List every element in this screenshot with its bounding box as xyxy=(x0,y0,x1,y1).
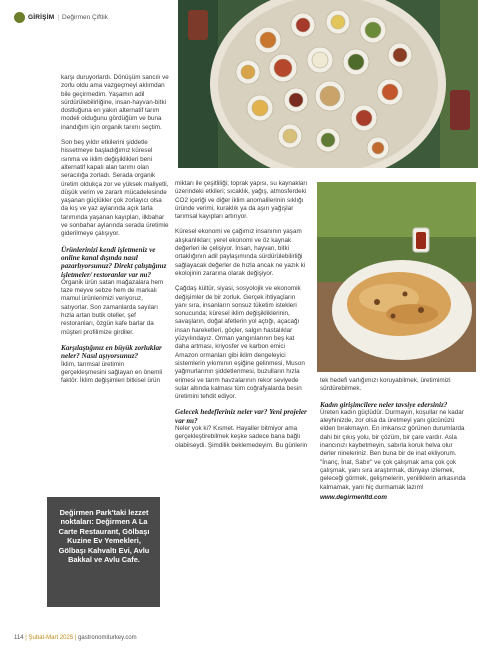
footer-separator: | xyxy=(74,635,77,641)
paragraph: Küresel ekonomi ve çağımız insanının yaşam alışkanlıkları; yerel ekonomi ve öz kaynak değerleri ile çelişiyor. İnsan, hayvan, bitki ortaklığının adil paylaşımında sürdürülebilirliği sağlayacak değerler de hızla ancak ne yazık ki ekolojinin zararına olarak değişiyor. xyxy=(175,228,306,277)
breakfast-table-photo xyxy=(178,0,478,168)
answer-paragraph: Neler yok ki? Kısmet. Hayaller bitmiyor ama gerçekleştirebilmek keşke sadece bana bağlı olabilseydi. Şimdilik beklemedeyim. Bu günlerin xyxy=(175,425,308,449)
question-heading: Kadın girişimcilere neler tavsiye edersiniz? xyxy=(320,400,448,409)
gozleme-plate-photo xyxy=(317,182,476,372)
page-footer xyxy=(14,635,137,641)
article-column-1 xyxy=(61,74,169,392)
question-heading: Karşılaştığınız en büyük zorluklar neler? Nasıl aşıyorsunuz? xyxy=(61,343,162,361)
answer-paragraph: Organik ürün satan mağazalara hem taze meyve sebze hem de markalı mamul ürünlerimizi veriyoruz, satıyorlar. Son zamanlarda sayıları hızla artan butik oteller, şef restoranları, özgün kafe barlar da müşteri profilimize girdiler. xyxy=(61,278,164,336)
website-link[interactable]: www.degirmenltd.com xyxy=(320,493,387,501)
answer-paragraph: Üreten kadın güçlüdür. Durmayın, koşullar ne kadar aleyhinizde, zor olsa da üretmeyi yanı gücünüzü elden bırakmayın. En imkansız görünen durumlarda dahi bir çıkış yolu, bir çözüm, bir çare vardır. Asla inancınızı kaybetmeyin, sabırla koruk helva olur derler nineleriniz. Ben buna bir de inat ekliyorum. "İnanç, İnat, Sabır" ve çok çalışmak ama çok çok çalışmak, yanı sıra araştırmak, dünyayı izlemek, geleceği görmek, gelişmelerin, yeniliklerin arkasında kalmamak, yani hiç durmamak lazım! xyxy=(320,408,466,491)
article-column-3 xyxy=(320,377,470,502)
footer-website[interactable]: gastronomiturkey.com xyxy=(78,635,137,641)
question-heading: Gelecek hedefleriniz neler var? Yeni projeler var mı? xyxy=(175,408,307,425)
answer-paragraph: İklim, tarımsal üretimin gerçekleşmesini sağlayan en önemli faktör. İklim değişimleri bitkisel ürün xyxy=(61,360,163,385)
question-heading: Ürünlerinizi kendi işletmeniz ve online kanal dışında nasıl pazarlıyorsunuz? Direkt çalıştığınız işletmeler/ restoranlar var mı? xyxy=(61,245,167,279)
info-box xyxy=(47,497,160,607)
section-title: GİRİŞİM xyxy=(28,14,55,21)
page-number: 114 xyxy=(14,635,24,641)
paragraph: karşı duruyorlardı. Dönüşüm sancılı ve zorlu oldu ama vazgeçmeyi aklımdan bile geçirmedim. Yaşamın adil sürdürülebilirliğine, insan-hayvan-bitki dostluğuna en yakın alternatif tarım modeli olduğunu gördüğüm ve buna inandığım için organik tarımı seçtim. xyxy=(61,74,169,131)
paragraph: Son beş yıldır etkilerini şiddetle hissetmeye başladığımız küresel ısınma ve iklim değişiklikleri beni alternatif kapalı alan tarımı olan seracılığa zorladı. Serada organik üretim oldukça zor ve yüksek maliyetli, düşük verim ve zararlı mücadelesinde yaşanan güçlükler çok zorlayıcı olsa da kış ve yaz aylarında açık tarla tarımında yaşanan kayıpları, ilkbahar ve sonbahar aylarında serada üretimle giderilmeye çalışıyor. xyxy=(61,139,169,238)
paragraph: Çağdaş kültür, siyasi, sosyolojik ve ekonomik değişimler de bir zorluk. Gerçek ihtiyaçların yanı sıra, insanların sonsuz tüketim istekleri sonucunda; küresel iklim değişikliklerinin, savaşların, doğal afetlerin yol açtığı, açacağı insan hareketleri, göçler, salgın hastalıklar yüzyılındayız. Orman yangınlarının beş kat daha artması, kriyosfer ve karbon emici Amazon ormanları gibi iklim dengeleyici sistemlerin yıkımının eşiğine gelinmesi, Muson yağmurlarının şiddetlenmesi, buzulların hızla erimesi ve tarım havzalarının rekor seviyede sular altında kalması tüm coğrafyalarda besin üretimini tehdit ediyor. xyxy=(175,285,305,401)
info-box-text: Değirmen Park'taki lezzet noktaları: Değirmen A La Carte Restaurant, Gölbaşı Kuzine Ev Yemekleri, Gölbaşı Kahvaltı Evi, Avlu Bakkal ve Avlu Cafe. xyxy=(58,508,150,565)
section-subtitle: Değirmen Çiftlik xyxy=(62,14,108,21)
paragraph: tek hedefi varlığımızı koruyabilmek, üretimimizi sürdürebilmek. xyxy=(320,377,451,393)
article-column-2 xyxy=(175,180,309,457)
issue-date: Şubat-Mart 2025 xyxy=(28,635,74,641)
paragraph: miktarı ile çeşitliliği; toprak yapısı, su kaynakları üzerindeki etkileri; sıcaklık, yağış, atmosferdeki CO2 içeriği ve diğer iklim anomalilerinin sıklığı üründe verimi, kuraklık ya da aşırı yağışlar tarımsal kayıpları artırıyor. xyxy=(175,180,308,221)
header-separator: | xyxy=(57,14,60,21)
section-logo-icon xyxy=(14,12,25,23)
footer-separator: | xyxy=(25,635,27,641)
page-header xyxy=(14,12,108,23)
